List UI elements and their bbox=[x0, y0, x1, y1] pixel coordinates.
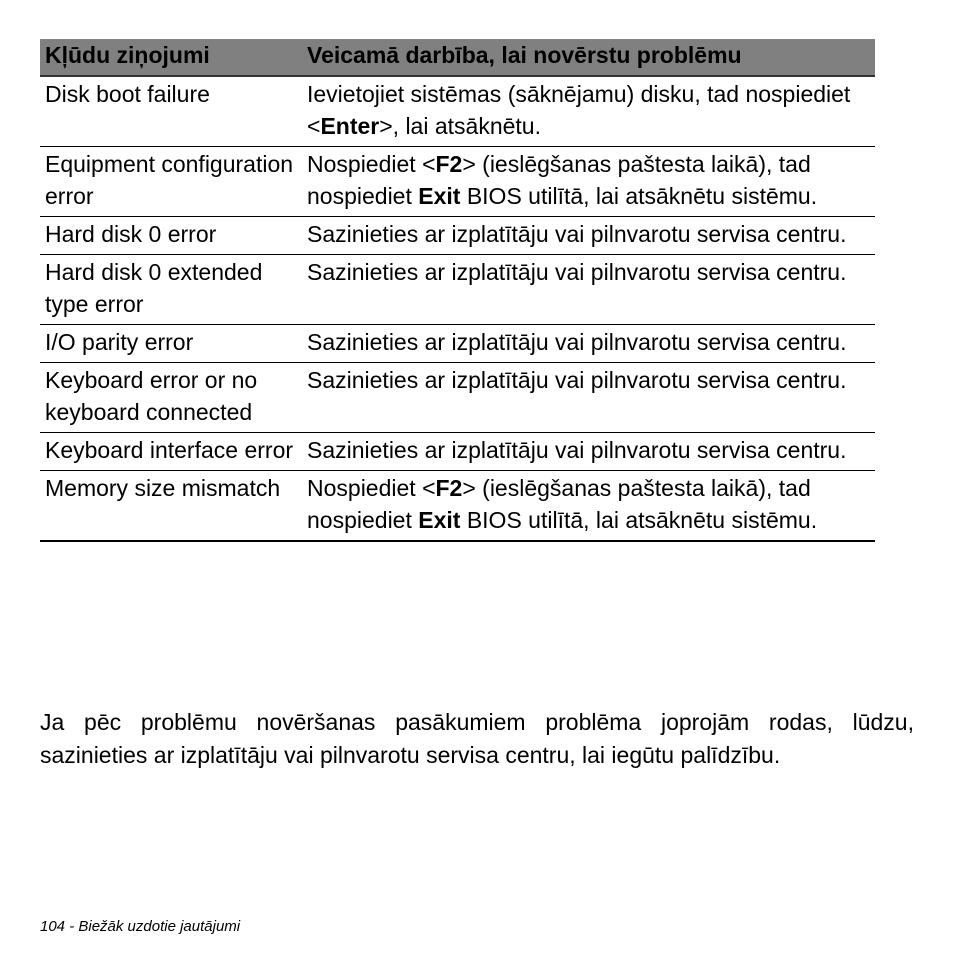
error-message-cell: Disk boot failure bbox=[40, 76, 302, 147]
support-paragraph: Ja pēc problēmu novēršanas pasākumiem problēma joprojām rodas, lūdzu, sazinieties ar izplatītāju vai pilnvarotu servisa centru, lai iegūtu palīdzību. bbox=[40, 709, 914, 768]
table-row bbox=[40, 433, 875, 471]
action-cell bbox=[302, 147, 875, 217]
action-cell bbox=[302, 76, 875, 147]
key-name: F2 bbox=[435, 151, 463, 177]
error-message-cell: Keyboard error or no keyboard connected bbox=[40, 363, 302, 433]
page-footer: 104 - Biežāk uzdotie jautājumi bbox=[40, 918, 241, 935]
action-text: >, lai atsāknētu. bbox=[379, 113, 541, 139]
table-row bbox=[40, 255, 875, 325]
action-text: Nospiediet < bbox=[307, 475, 436, 501]
table-row bbox=[40, 147, 875, 217]
action-cell: Sazinieties ar izplatītāju vai pilnvarotu servisa centru. bbox=[302, 363, 875, 433]
action-cell bbox=[302, 471, 875, 542]
action-text: Nospiediet < bbox=[307, 151, 436, 177]
error-message-cell: Keyboard interface error bbox=[40, 433, 302, 471]
error-message-cell: Equipment configuration error bbox=[40, 147, 302, 217]
action-text: BIOS utilītā, lai atsāknētu sistēmu. bbox=[460, 183, 818, 209]
error-message-cell: Hard disk 0 error bbox=[40, 217, 302, 255]
table-header-row bbox=[40, 39, 875, 76]
header-corrective-action: Veicamā darbība, lai novērstu problēmu bbox=[302, 39, 875, 76]
error-message-cell: Memory size mismatch bbox=[40, 471, 302, 542]
menu-option-name: Exit bbox=[418, 183, 461, 209]
action-text: Ievietojiet sistēmas (sāknējamu) disku, tad nospiediet < bbox=[307, 81, 851, 139]
menu-option-name: Exit bbox=[418, 507, 461, 533]
table-row bbox=[40, 363, 875, 433]
error-messages-table bbox=[40, 39, 875, 542]
table-row bbox=[40, 217, 875, 255]
action-cell: Sazinieties ar izplatītāju vai pilnvarotu servisa centru. bbox=[302, 255, 875, 325]
table-row bbox=[40, 471, 875, 542]
header-error-messages: Kļūdu ziņojumi bbox=[40, 39, 302, 76]
key-name: F2 bbox=[435, 475, 463, 501]
action-text: > (ieslēgšanas paštesta laikā), tad nospiediet bbox=[307, 151, 811, 209]
action-cell: Sazinieties ar izplatītāju vai pilnvarotu servisa centru. bbox=[302, 325, 875, 363]
action-cell: Sazinieties ar izplatītāju vai pilnvarotu servisa centru. bbox=[302, 217, 875, 255]
action-text: > (ieslēgšanas paštesta laikā), tad nospiediet bbox=[307, 475, 811, 533]
error-message-cell: Hard disk 0 extended type error bbox=[40, 255, 302, 325]
action-text: BIOS utilītā, lai atsāknētu sistēmu. bbox=[460, 507, 818, 533]
table-row bbox=[40, 325, 875, 363]
action-cell: Sazinieties ar izplatītāju vai pilnvarotu servisa centru. bbox=[302, 433, 875, 471]
key-name: Enter bbox=[320, 113, 380, 139]
error-message-cell: I/O parity error bbox=[40, 325, 302, 363]
table-row bbox=[40, 76, 875, 147]
